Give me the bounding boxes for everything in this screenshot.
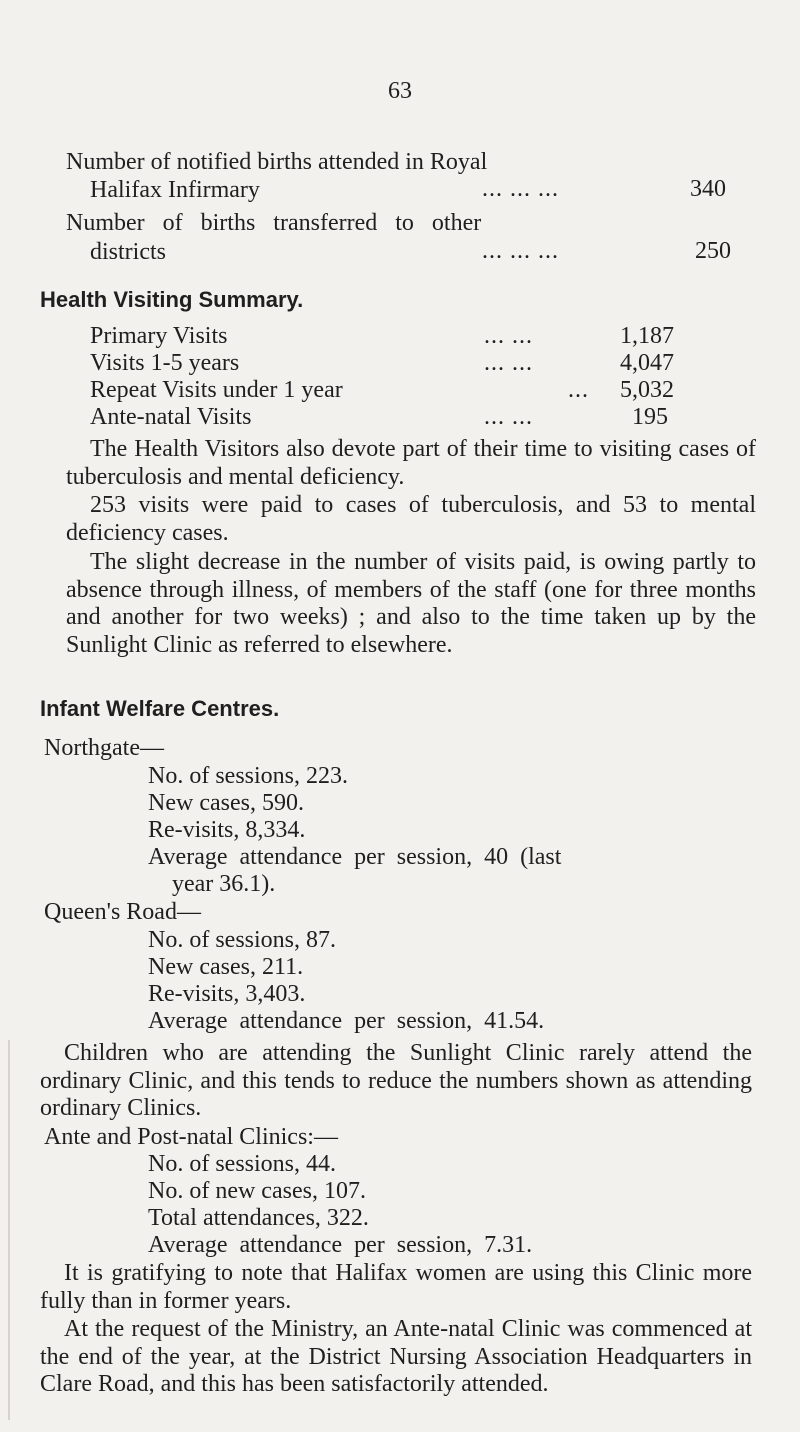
- births-transferred-leaders: ... ... ...: [482, 238, 559, 264]
- paragraph-gratifying: It is gratifying to note that Halifax women are using this Clinic more fully than in former years.: [40, 1260, 752, 1314]
- northgate-average-attendance: Average attendance per session, 40 (last: [148, 844, 562, 870]
- primary-visits-label: Primary Visits: [90, 323, 228, 349]
- page-margin-shadow: [8, 1040, 10, 1420]
- births-transferred-label-line2: districts: [90, 239, 166, 265]
- ante-post-title: Ante and Post-natal Clinics:—: [44, 1124, 338, 1150]
- ante-natal-visits-value: 195: [632, 404, 668, 430]
- births-attended-value: 340: [690, 176, 726, 202]
- repeat-visits-label: Repeat Visits under 1 year: [90, 377, 343, 403]
- births-attended-leaders: ... ... ...: [482, 176, 559, 202]
- northgate-sessions: No. of sessions, 223.: [148, 763, 349, 789]
- births-attended-label-line1: Number of notified births attended in Royal: [66, 149, 488, 175]
- queens-road-sessions: No. of sessions, 87.: [148, 927, 337, 953]
- ante-natal-visits-leaders: ... ...: [484, 404, 533, 430]
- births-transferred-label-line1: Number of births transferred to other: [66, 210, 482, 236]
- paragraph-slight-decrease: The slight decrease in the number of visits paid, is owing partly to absence through illness, of members of the staff (one for three months and another for two weeks) ; and also to the time taken up by the Sunlight Clinic as referred to elsewhere.: [66, 549, 756, 658]
- queens-road-average-attendance: Average attendance per session, 41.54.: [148, 1008, 545, 1034]
- repeat-visits-leaders: ...: [568, 377, 589, 403]
- queens-road-title: Queen's Road—: [44, 899, 201, 925]
- visits-1-5-leaders: ... ...: [484, 350, 533, 376]
- visits-1-5-label: Visits 1-5 years: [90, 350, 240, 376]
- ante-natal-visits-label: Ante-natal Visits: [90, 404, 252, 430]
- paragraph-health-visitors: The Health Visitors also devote part of their time to visiting cases of tuberculosis and mental deficiency.: [66, 436, 756, 490]
- infant-welfare-heading: Infant Welfare Centres.: [40, 696, 280, 721]
- paragraph-sunlight-clinic: Children who are attending the Sunlight Clinic rarely attend the ordinary Clinic, and this tends to reduce the numbers shown as attending ordinary Clinics.: [40, 1040, 752, 1121]
- births-attended-label-line2: Halifax Infirmary: [90, 177, 260, 203]
- visits-1-5-value: 4,047: [620, 350, 674, 376]
- births-transferred-value: 250: [695, 238, 731, 264]
- northgate-title: Northgate—: [44, 735, 164, 761]
- primary-visits-leaders: ... ...: [484, 323, 533, 349]
- ante-post-new-cases: No. of new cases, 107.: [148, 1178, 366, 1204]
- primary-visits-value: 1,187: [620, 323, 674, 349]
- repeat-visits-value: 5,032: [620, 377, 674, 403]
- page-number: 63: [388, 78, 412, 104]
- ante-post-average-attendance: Average attendance per session, 7.31.: [148, 1232, 533, 1258]
- ante-post-sessions: No. of sessions, 44.: [148, 1151, 337, 1177]
- queens-road-revisits: Re-visits, 3,403.: [148, 981, 306, 1007]
- ante-post-total-attendances: Total attendances, 322.: [148, 1205, 369, 1231]
- queens-road-new-cases: New cases, 211.: [148, 954, 304, 980]
- paragraph-ministry-request: At the request of the Ministry, an Ante-natal Clinic was commenced at the end of the year, at the District Nursing Association Headquarters in Clare Road, and this has been satisfactorily attended.: [40, 1316, 752, 1397]
- northgate-revisits: Re-visits, 8,334.: [148, 817, 306, 843]
- paragraph-visits-paid: 253 visits were paid to cases of tuberculosis, and 53 to mental deficiency cases.: [66, 492, 756, 546]
- health-visiting-heading: Health Visiting Summary.: [40, 287, 304, 312]
- northgate-new-cases: New cases, 590.: [148, 790, 304, 816]
- northgate-last-year: year 36.1).: [172, 871, 276, 897]
